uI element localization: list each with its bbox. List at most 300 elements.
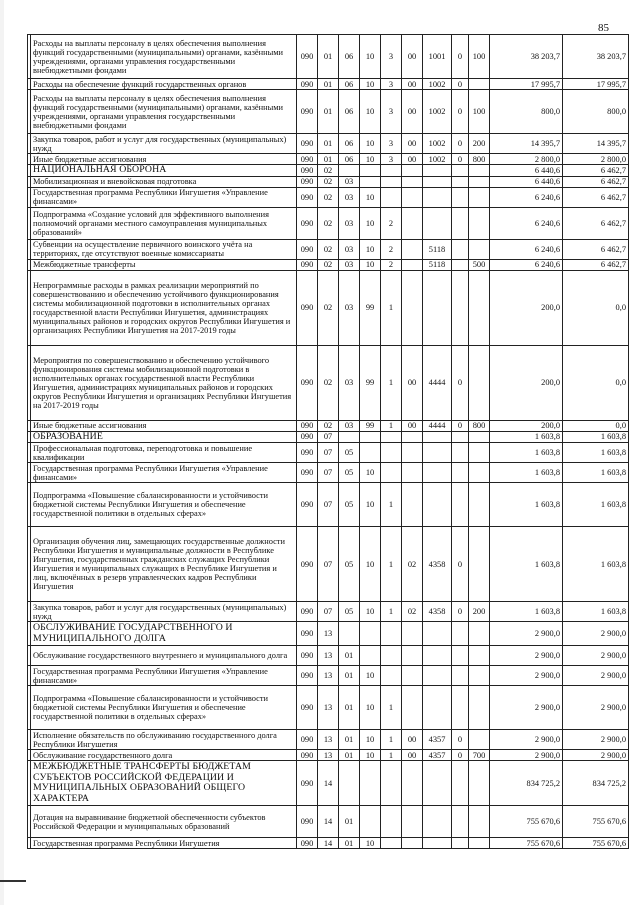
code-cell: 00 <box>402 750 423 761</box>
code-cell: 07 <box>318 527 339 602</box>
code-cell: 10 <box>360 239 381 259</box>
code-cell: 10 <box>360 686 381 730</box>
sum-cell: 2 900,0 <box>563 686 629 730</box>
code-cell: 1002 <box>423 134 452 154</box>
code-cell: 02 <box>318 259 339 270</box>
code-cell <box>381 187 402 207</box>
table-row <box>28 806 629 838</box>
code-cell: 0 <box>452 602 469 622</box>
code-cell: 5118 <box>423 239 452 259</box>
sum-cell: 38 203,7 <box>490 35 563 79</box>
code-cell <box>452 838 469 849</box>
code-cell <box>402 686 423 730</box>
code-cell <box>381 646 402 666</box>
code-cell: 02 <box>318 420 339 431</box>
sum-cell: 755 670,6 <box>490 838 563 849</box>
code-cell: 06 <box>339 134 360 154</box>
code-cell: 14 <box>318 838 339 849</box>
code-cell: 090 <box>297 154 318 165</box>
code-cell: 3 <box>381 154 402 165</box>
code-cell: 0 <box>452 35 469 79</box>
code-cell: 090 <box>297 90 318 134</box>
table-row <box>28 154 629 165</box>
code-cell: 00 <box>402 90 423 134</box>
code-cell: 10 <box>360 187 381 207</box>
row-name: Межбюджетные трансферты <box>31 259 297 270</box>
code-cell: 06 <box>339 79 360 90</box>
table-row <box>28 463 629 483</box>
code-cell: 0 <box>452 154 469 165</box>
sum-cell: 1 603,8 <box>490 463 563 483</box>
sum-cell: 1 603,8 <box>563 431 629 443</box>
code-cell: 00 <box>402 420 423 431</box>
code-cell <box>381 176 402 187</box>
code-cell: 4444 <box>423 420 452 431</box>
sum-cell: 2 900,0 <box>563 730 629 750</box>
row-name: Организация обучения лиц, замещающих государственные должности Республики Ингушетия и муниципальные должности в Республике Ингушетия, государственных гражданских служащих Республики Ингушетия и муниципальных служащих в Республике Ингушетия и лиц, включённых в резерв управленческих кадров Республики Ингушетия <box>31 527 297 602</box>
table-row <box>28 207 629 239</box>
code-cell: 02 <box>318 345 339 420</box>
code-cell: 10 <box>360 79 381 90</box>
code-cell <box>452 622 469 646</box>
table-row <box>28 239 629 259</box>
code-cell: 01 <box>318 154 339 165</box>
row-name: Мобилизационная и вневойсковая подготовка <box>31 176 297 187</box>
code-cell: 090 <box>297 431 318 443</box>
code-cell: 10 <box>360 134 381 154</box>
code-cell: 5118 <box>423 259 452 270</box>
code-cell <box>339 165 360 177</box>
table-row <box>28 165 629 177</box>
code-cell: 800 <box>469 420 490 431</box>
code-cell: 1002 <box>423 79 452 90</box>
sum-cell: 200,0 <box>490 345 563 420</box>
sum-cell: 17 995,7 <box>490 79 563 90</box>
row-name: Расходы на выплаты персоналу в целях обеспечения выполнения функций государственными (муниципальными) органами, казёнными учреждениями, органами управления государственными внебюджетными фондами <box>31 35 297 79</box>
code-cell: 01 <box>339 806 360 838</box>
code-cell <box>402 165 423 177</box>
code-cell <box>423 431 452 443</box>
code-cell: 13 <box>318 622 339 646</box>
sum-cell: 2 900,0 <box>490 622 563 646</box>
code-cell: 00 <box>402 79 423 90</box>
row-name: Подпрограмма «Повышение сбалансированности и устойчивости бюджетной системы Республики Ингушетия и обеспечение государственной политики в отдельных сферах» <box>31 686 297 730</box>
code-cell: 05 <box>339 527 360 602</box>
code-cell <box>423 806 452 838</box>
table-row <box>28 259 629 270</box>
table-row <box>28 527 629 602</box>
code-cell <box>360 622 381 646</box>
table-row <box>28 134 629 154</box>
code-cell <box>423 176 452 187</box>
sum-cell: 1 603,8 <box>563 483 629 527</box>
code-cell <box>469 622 490 646</box>
code-cell: 090 <box>297 686 318 730</box>
code-cell: 03 <box>339 187 360 207</box>
sum-cell: 834 725,2 <box>490 761 563 806</box>
sum-cell: 6 462,7 <box>563 259 629 270</box>
table-row <box>28 420 629 431</box>
code-cell <box>452 761 469 806</box>
code-cell: 03 <box>339 420 360 431</box>
code-cell: 10 <box>360 666 381 686</box>
table-row <box>28 622 629 646</box>
sum-cell: 1 603,8 <box>490 602 563 622</box>
sum-cell: 6 462,7 <box>563 207 629 239</box>
code-cell <box>402 483 423 527</box>
code-cell: 01 <box>318 134 339 154</box>
code-cell: 1 <box>381 750 402 761</box>
code-cell <box>402 622 423 646</box>
table-row <box>28 187 629 207</box>
code-cell <box>469 730 490 750</box>
code-cell <box>402 270 423 345</box>
code-cell <box>381 443 402 463</box>
code-cell <box>469 686 490 730</box>
code-cell: 13 <box>318 686 339 730</box>
code-cell <box>402 187 423 207</box>
code-cell <box>469 483 490 527</box>
code-cell: 10 <box>360 750 381 761</box>
sum-cell: 834 725,2 <box>563 761 629 806</box>
code-cell <box>402 176 423 187</box>
code-cell: 03 <box>339 207 360 239</box>
scan-edge <box>0 0 4 905</box>
code-cell: 05 <box>339 443 360 463</box>
table-row <box>28 750 629 761</box>
code-cell: 090 <box>297 666 318 686</box>
code-cell: 3 <box>381 134 402 154</box>
code-cell: 03 <box>339 239 360 259</box>
code-cell: 090 <box>297 806 318 838</box>
code-cell: 0 <box>452 79 469 90</box>
code-cell: 3 <box>381 79 402 90</box>
table-row <box>28 730 629 750</box>
code-cell <box>381 431 402 443</box>
code-cell <box>402 431 423 443</box>
code-cell: 4357 <box>423 730 452 750</box>
code-cell <box>381 761 402 806</box>
code-cell: 01 <box>318 79 339 90</box>
row-name: Государственная программа Республики Ингушетия «Управление финансами» <box>31 666 297 686</box>
code-cell <box>452 270 469 345</box>
code-cell <box>360 165 381 177</box>
code-cell: 07 <box>318 463 339 483</box>
sum-cell: 6 462,7 <box>563 176 629 187</box>
code-cell <box>452 463 469 483</box>
code-cell <box>452 176 469 187</box>
sum-cell: 6 440,6 <box>490 176 563 187</box>
code-cell: 14 <box>318 761 339 806</box>
table-row <box>28 345 629 420</box>
budget-table <box>27 34 629 849</box>
code-cell: 02 <box>318 176 339 187</box>
code-cell: 13 <box>318 750 339 761</box>
code-cell: 13 <box>318 666 339 686</box>
code-cell: 03 <box>339 345 360 420</box>
code-cell: 10 <box>360 602 381 622</box>
code-cell: 99 <box>360 270 381 345</box>
sum-cell: 1 603,8 <box>490 431 563 443</box>
table-row <box>28 270 629 345</box>
sum-cell: 755 670,6 <box>490 806 563 838</box>
code-cell: 090 <box>297 483 318 527</box>
code-cell: 4358 <box>423 527 452 602</box>
code-cell: 090 <box>297 35 318 79</box>
sum-cell: 0,0 <box>563 270 629 345</box>
code-cell <box>381 806 402 838</box>
sum-cell: 6 462,7 <box>563 239 629 259</box>
code-cell: 07 <box>318 602 339 622</box>
code-cell: 06 <box>339 35 360 79</box>
code-cell <box>469 443 490 463</box>
code-cell: 01 <box>339 686 360 730</box>
code-cell: 4444 <box>423 345 452 420</box>
code-cell <box>469 806 490 838</box>
code-cell: 01 <box>339 646 360 666</box>
table-row <box>28 35 629 79</box>
code-cell: 10 <box>360 90 381 134</box>
sum-cell: 17 995,7 <box>563 79 629 90</box>
sum-cell: 2 900,0 <box>563 666 629 686</box>
code-cell <box>360 176 381 187</box>
code-cell: 2 <box>381 207 402 239</box>
code-cell: 090 <box>297 527 318 602</box>
code-cell <box>423 686 452 730</box>
table-row <box>28 431 629 443</box>
code-cell: 0 <box>452 527 469 602</box>
code-cell <box>452 483 469 527</box>
code-cell: 03 <box>339 176 360 187</box>
code-cell: 0 <box>452 345 469 420</box>
code-cell: 0 <box>452 90 469 134</box>
row-name: Иные бюджетные ассигнования <box>31 154 297 165</box>
row-name: Обслуживание государственного долга <box>31 750 297 761</box>
code-cell: 3 <box>381 90 402 134</box>
sum-cell: 14 395,7 <box>490 134 563 154</box>
row-name: Государственная программа Республики Ингушетия «Управление финансами» <box>31 463 297 483</box>
sum-cell: 755 670,6 <box>563 806 629 838</box>
code-cell <box>339 431 360 443</box>
code-cell: 1 <box>381 602 402 622</box>
code-cell: 090 <box>297 420 318 431</box>
code-cell: 090 <box>297 761 318 806</box>
code-cell: 03 <box>339 259 360 270</box>
row-name: МЕЖБЮДЖЕТНЫЕ ТРАНСФЕРТЫ БЮДЖЕТАМ СУБЪЕКТОВ РОССИЙСКОЙ ФЕДЕРАЦИИ И МУНИЦИПАЛЬНЫХ ОБРАЗОВАНИЙ ОБЩЕГО ХАРАКТЕРА <box>31 761 297 806</box>
code-cell <box>402 646 423 666</box>
code-cell: 10 <box>360 483 381 527</box>
code-cell: 10 <box>360 154 381 165</box>
code-cell: 10 <box>360 207 381 239</box>
table-row <box>28 646 629 666</box>
row-name: Обслуживание государственного внутреннего и муниципального долга <box>31 646 297 666</box>
code-cell: 10 <box>360 463 381 483</box>
table-row <box>28 443 629 463</box>
code-cell <box>402 806 423 838</box>
sum-cell: 38 203,7 <box>563 35 629 79</box>
code-cell: 090 <box>297 602 318 622</box>
code-cell: 1 <box>381 270 402 345</box>
code-cell <box>469 345 490 420</box>
sum-cell: 2 900,0 <box>563 622 629 646</box>
page-number: 85 <box>598 22 609 34</box>
code-cell: 05 <box>339 483 360 527</box>
code-cell: 200 <box>469 602 490 622</box>
code-cell: 090 <box>297 838 318 849</box>
code-cell: 1 <box>381 527 402 602</box>
code-cell <box>452 431 469 443</box>
code-cell <box>469 165 490 177</box>
sum-cell: 2 900,0 <box>490 730 563 750</box>
code-cell: 200 <box>469 134 490 154</box>
code-cell: 10 <box>360 35 381 79</box>
row-name: Субвенции на осуществление первичного воинского учёта на территориях, где отсутствуют военные комиссариаты <box>31 239 297 259</box>
code-cell <box>452 165 469 177</box>
sum-cell: 6 240,6 <box>490 207 563 239</box>
sum-cell: 2 900,0 <box>490 686 563 730</box>
code-cell <box>381 838 402 849</box>
sum-cell: 6 462,7 <box>563 165 629 177</box>
code-cell: 090 <box>297 165 318 177</box>
code-cell: 07 <box>318 483 339 527</box>
code-cell: 05 <box>339 463 360 483</box>
code-cell: 02 <box>402 527 423 602</box>
code-cell: 10 <box>360 259 381 270</box>
code-cell: 1 <box>381 483 402 527</box>
code-cell <box>452 239 469 259</box>
code-cell <box>381 463 402 483</box>
code-cell <box>423 207 452 239</box>
sum-cell: 6 440,6 <box>490 165 563 177</box>
table-row <box>28 838 629 849</box>
row-name: Подпрограмма «Повышение сбалансированности и устойчивости бюджетной системы Республики Ингушетия и обеспечение государственной политики в отдельных сферах» <box>31 483 297 527</box>
code-cell <box>402 761 423 806</box>
table-row <box>28 176 629 187</box>
code-cell: 02 <box>318 270 339 345</box>
code-cell <box>452 806 469 838</box>
code-cell: 2 <box>381 259 402 270</box>
sum-cell: 14 395,7 <box>563 134 629 154</box>
row-name: Государственная программа Республики Ингушетия «Управление финансами» <box>31 187 297 207</box>
sum-cell: 755 670,6 <box>563 838 629 849</box>
code-cell: 090 <box>297 622 318 646</box>
code-cell <box>469 646 490 666</box>
row-name: Иные бюджетные ассигнования <box>31 420 297 431</box>
sum-cell: 0,0 <box>563 345 629 420</box>
row-name: Непрограммные расходы в рамках реализации мероприятий по совершенствованию и обеспечению устойчивого функционирования системы мобилизационной подготовки в исполнительных органах государственной власти Республики Ингушетия, администрациях муниципальных районов и городских округов Республики Ингушетия и организациях Республики Ингушетия на 2017-2019 годы <box>31 270 297 345</box>
code-cell: 03 <box>339 270 360 345</box>
code-cell: 10 <box>360 527 381 602</box>
code-cell: 01 <box>339 838 360 849</box>
code-cell <box>423 646 452 666</box>
code-cell: 090 <box>297 79 318 90</box>
sum-cell: 2 900,0 <box>490 646 563 666</box>
code-cell: 00 <box>402 154 423 165</box>
code-cell: 10 <box>360 730 381 750</box>
code-cell <box>469 207 490 239</box>
code-cell <box>360 646 381 666</box>
sum-cell: 800,0 <box>563 90 629 134</box>
code-cell: 100 <box>469 90 490 134</box>
row-name: Расходы на обеспечение функций государственных органов <box>31 79 297 90</box>
code-cell: 1002 <box>423 154 452 165</box>
code-cell: 07 <box>318 443 339 463</box>
code-cell <box>469 176 490 187</box>
code-cell <box>469 431 490 443</box>
sum-cell: 1 603,8 <box>490 483 563 527</box>
code-cell <box>423 187 452 207</box>
row-name: Дотация на выравнивание бюджетной обеспеченности субъектов Российской Федерации и муниципальных образований <box>31 806 297 838</box>
code-cell: 090 <box>297 345 318 420</box>
table-row <box>28 483 629 527</box>
code-cell <box>360 443 381 463</box>
code-cell: 0 <box>452 750 469 761</box>
code-cell <box>469 666 490 686</box>
row-name: ОБСЛУЖИВАНИЕ ГОСУДАРСТВЕННОГО И МУНИЦИПАЛЬНОГО ДОЛГА <box>31 622 297 646</box>
sum-cell: 1 603,8 <box>563 443 629 463</box>
code-cell <box>423 622 452 646</box>
row-name: Мероприятия по совершенствованию и обеспечению устойчивого функционирования системы мобилизационной подготовки в исполнительных органах государственной власти Республики Ингушетия, администрациях муниципальных районов и городских округов Республики Ингушетия и организациях Республики Ингушетия на 2017-2019 годы <box>31 345 297 420</box>
table-row <box>28 90 629 134</box>
sum-cell: 1 603,8 <box>563 602 629 622</box>
sum-cell: 2 900,0 <box>490 666 563 686</box>
code-cell <box>423 463 452 483</box>
code-cell: 700 <box>469 750 490 761</box>
code-cell: 500 <box>469 259 490 270</box>
code-cell: 3 <box>381 35 402 79</box>
row-name: Профессиональная подготовка, переподготовка и повышение квалификации <box>31 443 297 463</box>
code-cell <box>402 463 423 483</box>
table-row <box>28 666 629 686</box>
code-cell <box>381 165 402 177</box>
code-cell: 090 <box>297 270 318 345</box>
code-cell <box>402 443 423 463</box>
code-cell <box>469 239 490 259</box>
code-cell: 10 <box>360 838 381 849</box>
code-cell <box>469 187 490 207</box>
sum-cell: 800,0 <box>490 90 563 134</box>
row-name: Подпрограмма «Создание условий для эффективного выполнения полномочий органами местного самоуправления муниципальных образований» <box>31 207 297 239</box>
sum-cell: 0,0 <box>563 420 629 431</box>
row-name: Государственная программа Республики Ингушетия <box>31 838 297 849</box>
sum-cell: 6 240,6 <box>490 259 563 270</box>
code-cell <box>452 443 469 463</box>
code-cell: 090 <box>297 463 318 483</box>
table-row <box>28 686 629 730</box>
code-cell: 02 <box>318 207 339 239</box>
code-cell: 06 <box>339 90 360 134</box>
code-cell <box>423 838 452 849</box>
table-row <box>28 602 629 622</box>
code-cell: 07 <box>318 431 339 443</box>
code-cell: 13 <box>318 730 339 750</box>
code-cell <box>402 666 423 686</box>
code-cell <box>402 239 423 259</box>
sum-cell: 200,0 <box>490 420 563 431</box>
code-cell: 02 <box>318 239 339 259</box>
code-cell: 0 <box>452 730 469 750</box>
code-cell: 99 <box>360 345 381 420</box>
code-cell: 01 <box>318 35 339 79</box>
code-cell <box>402 259 423 270</box>
code-cell <box>452 259 469 270</box>
code-cell: 02 <box>402 602 423 622</box>
code-cell: 02 <box>318 165 339 177</box>
code-cell <box>469 463 490 483</box>
code-cell <box>469 270 490 345</box>
code-cell: 1 <box>381 730 402 750</box>
sum-cell: 2 900,0 <box>563 646 629 666</box>
